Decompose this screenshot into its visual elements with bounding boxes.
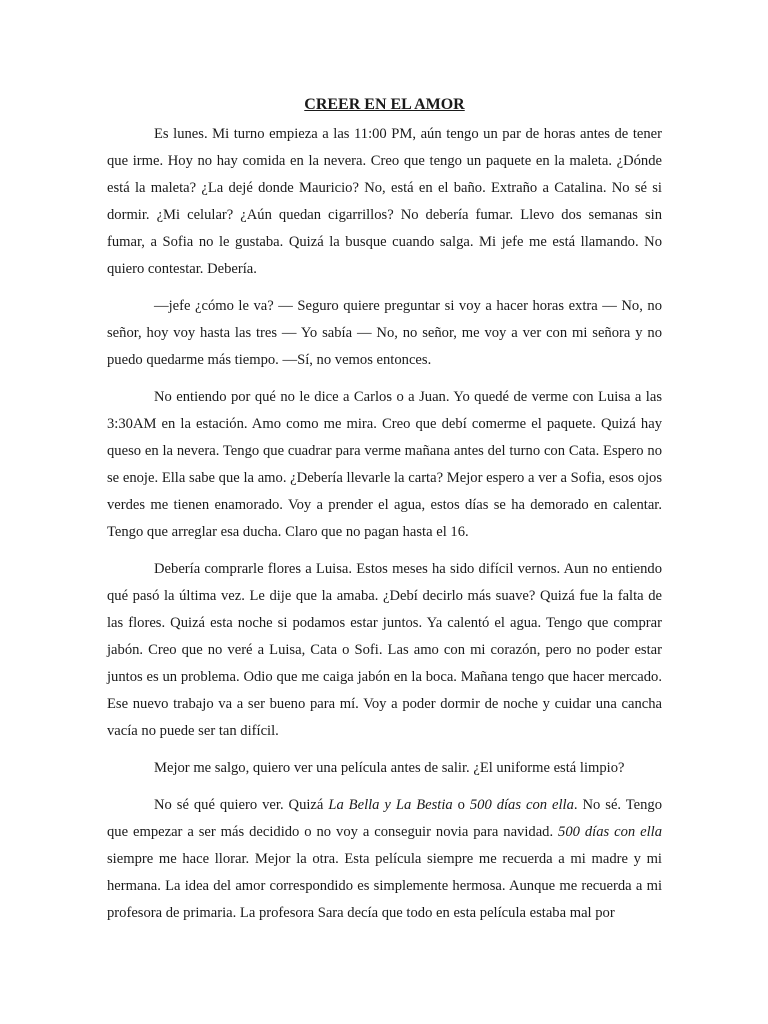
- text-run: o: [452, 797, 470, 813]
- film-title: 500 días con ella: [558, 824, 662, 840]
- paragraph: Debería comprarle flores a Luisa. Estos meses ha sido difícil vernos. Aun no entiendo qué pasó la última vez. Le dije que la amaba. ¿Debí decirlo más suave? Quizá fue la falta de las flores. Quizá esta noche si podamos estar juntos. Ya calentó el agua. Tengo que comprar jabón. Creo que no veré a Luisa, Cata o Sofi. Las amo con mi corazón, pero no poder estar juntos es un problema. Odio que me caiga jabón en la boca. Mañana tengo que hacer mercado. Ese nuevo trabajo va a ser bueno para mí. Voy a poder dormir de noche y cuidar una cancha vacía no puede ser tan difícil.: [107, 561, 662, 739]
- paragraph: Es lunes. Mi turno empieza a las 11:00 PM, aún tengo un par de horas antes de tener que irme. Hoy no hay comida en la nevera. Creo que tengo un paquete en la maleta. ¿Dónde está la maleta? ¿La dejé donde Mauricio? No, está en el baño. Extraño a Catalina. No sé si dormir. ¿Mi celular? ¿Aún quedan cigarrillos? No debería fumar. Llevo dos semanas sin fumar, a Sofia no le gustaba. Quizá la busque cuando salga. Mi jefe me está llamando. No quiero contestar. Debería.: [107, 126, 662, 277]
- paragraph: No entiendo por qué no le dice a Carlos o a Juan. Yo quedé de verme con Luisa a las 3:30AM en la estación. Amo como me mira. Creo que debí comerme el paquete. Quizá hay queso en la nevera. Tengo que cuadrar para verme mañana antes del turno con Cata. Espero no se enoje. Ella sabe que la amo. ¿Debería llevarle la carta? Mejor espero a ver a Sofia, esos ojos verdes me tienen enamorado. Voy a prender el agua, estos días se ha demorado en calentar. Tengo que arreglar esa ducha. Claro que no pagan hasta el 16.: [107, 389, 662, 540]
- document-title: CREER EN EL AMOR: [304, 96, 465, 113]
- text-run: siempre me hace llorar. Mejor la otra. Esta película siempre me recuerda a mi madre y mi hermana. La idea del amor correspondido es simplemente hermosa. Aunque me recuerda a mi profesora de primaria. La profesora Sara decía que todo en esta película estaba mal por: [107, 851, 662, 921]
- paragraph: Mejor me salgo, quiero ver una película antes de salir. ¿El uniforme está limpio?: [154, 760, 625, 776]
- text-run: . No sé. Tengo que empezar a ser más decidido o no voy a conseguir novia para navidad.: [107, 797, 663, 840]
- document-body: [107, 92, 662, 937]
- text-run: No sé qué quiero ver. Quizá: [154, 797, 329, 813]
- film-title: 500 días con ella: [469, 797, 574, 813]
- film-title: La Bella y La Bestia: [328, 797, 453, 813]
- paragraph-last: [107, 792, 662, 927]
- paragraph: —jefe ¿cómo le va? — Seguro quiere preguntar si voy a hacer horas extra — No, no señor, hoy voy hasta las tres — Yo sabía — No, no señor, me voy a ver con mi señora y no puedo quedarme más tiempo. —Sí, no vemos entonces.: [107, 298, 662, 368]
